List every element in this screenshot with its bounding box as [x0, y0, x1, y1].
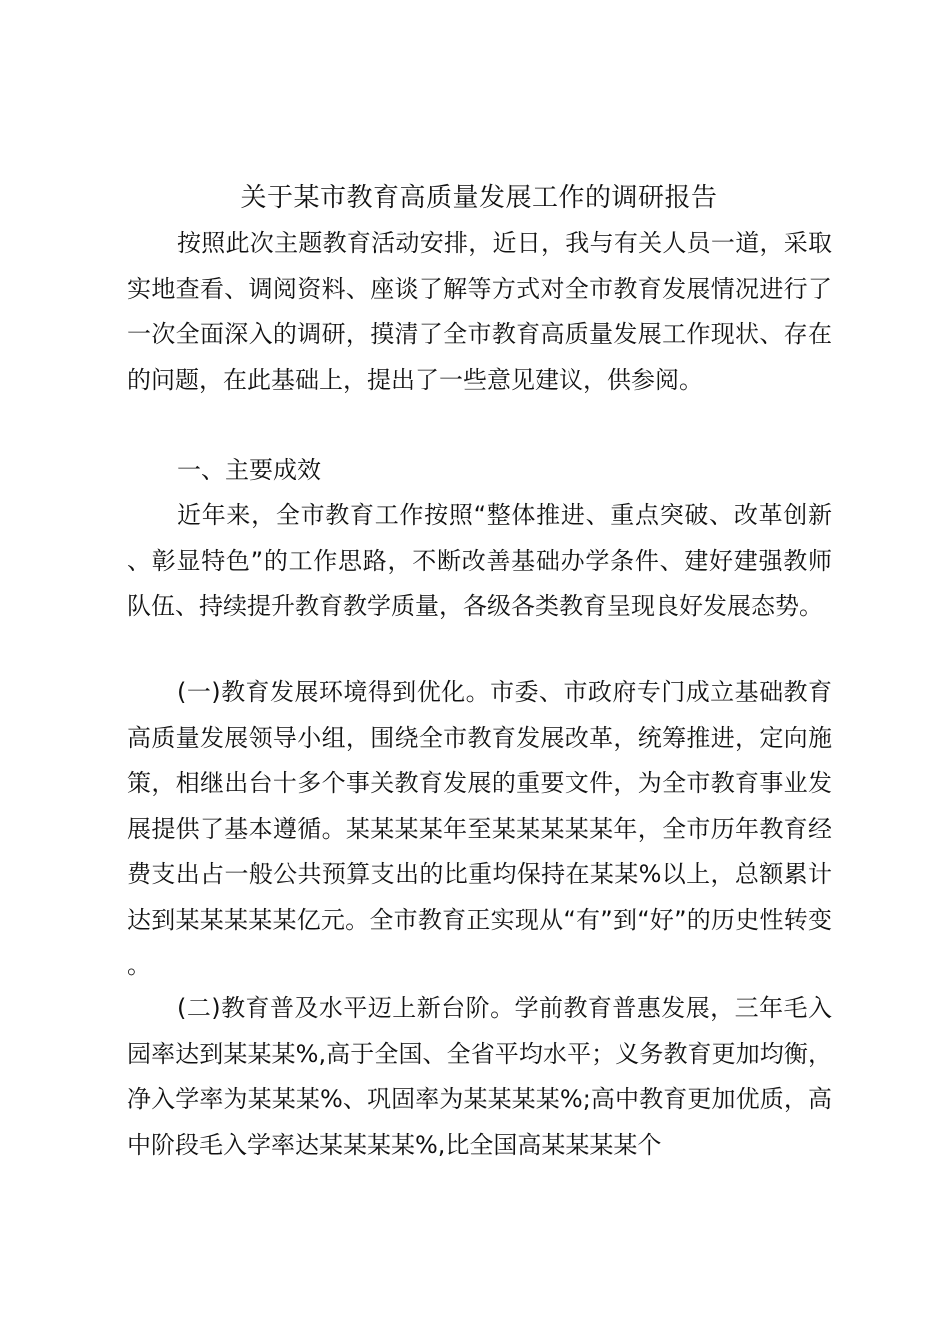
item-1-paragraph: (一)教育发展环境得到优化。市委、市政府专门成立基础教育高质量发展领导小组，围绕全市教育发展改革，统筹推进，定向施策，相继出台十多个事关教育发展的重要文件，为全市教育事业发展提供了基本遵循。某某某某年至某某某某某年，全市历年教育经费支出占一般公共预算支出的比重均保持在某某%以上，总额累计达到某某某某某亿元。全市教育正实现从“有”到“好”的历史性转变。 — [127, 678, 832, 979]
intro-paragraph: 按照此次主题教育活动安排，近日，我与有关人员一道，采取实地查看、调阅资料、座谈了解等方式对全市教育发展情况进行了一次全面深入的调研，摸清了全市教育高质量发展工作现状、存在的问题，在此基础上，提出了一些意见建议，供参阅。 — [127, 229, 832, 394]
item-2-paragraph: (二)教育普及水平迈上新台阶。学前教育普惠发展，三年毛入园率达到某某某%,高于全国、全省平均水平；义务教育更加均衡，净入学率为某某某%、巩固率为某某某某%;高中教育更加优质，高中阶段毛入学率达某某某某%,比全国高某某某某个 — [127, 994, 832, 1159]
document-title: 关于某市教育高质量发展工作的调研报告 — [240, 183, 718, 213]
section-heading: 一、主要成效 — [177, 456, 321, 484]
section-intro-paragraph: 近年来，全市教育工作按照“整体推进、重点突破、改革创新、彰显特色”的工作思路，不断改善基础办学条件、建好建强教师队伍、持续提升教育教学质量，各级各类教育呈现良好发展态势。 — [127, 501, 832, 620]
